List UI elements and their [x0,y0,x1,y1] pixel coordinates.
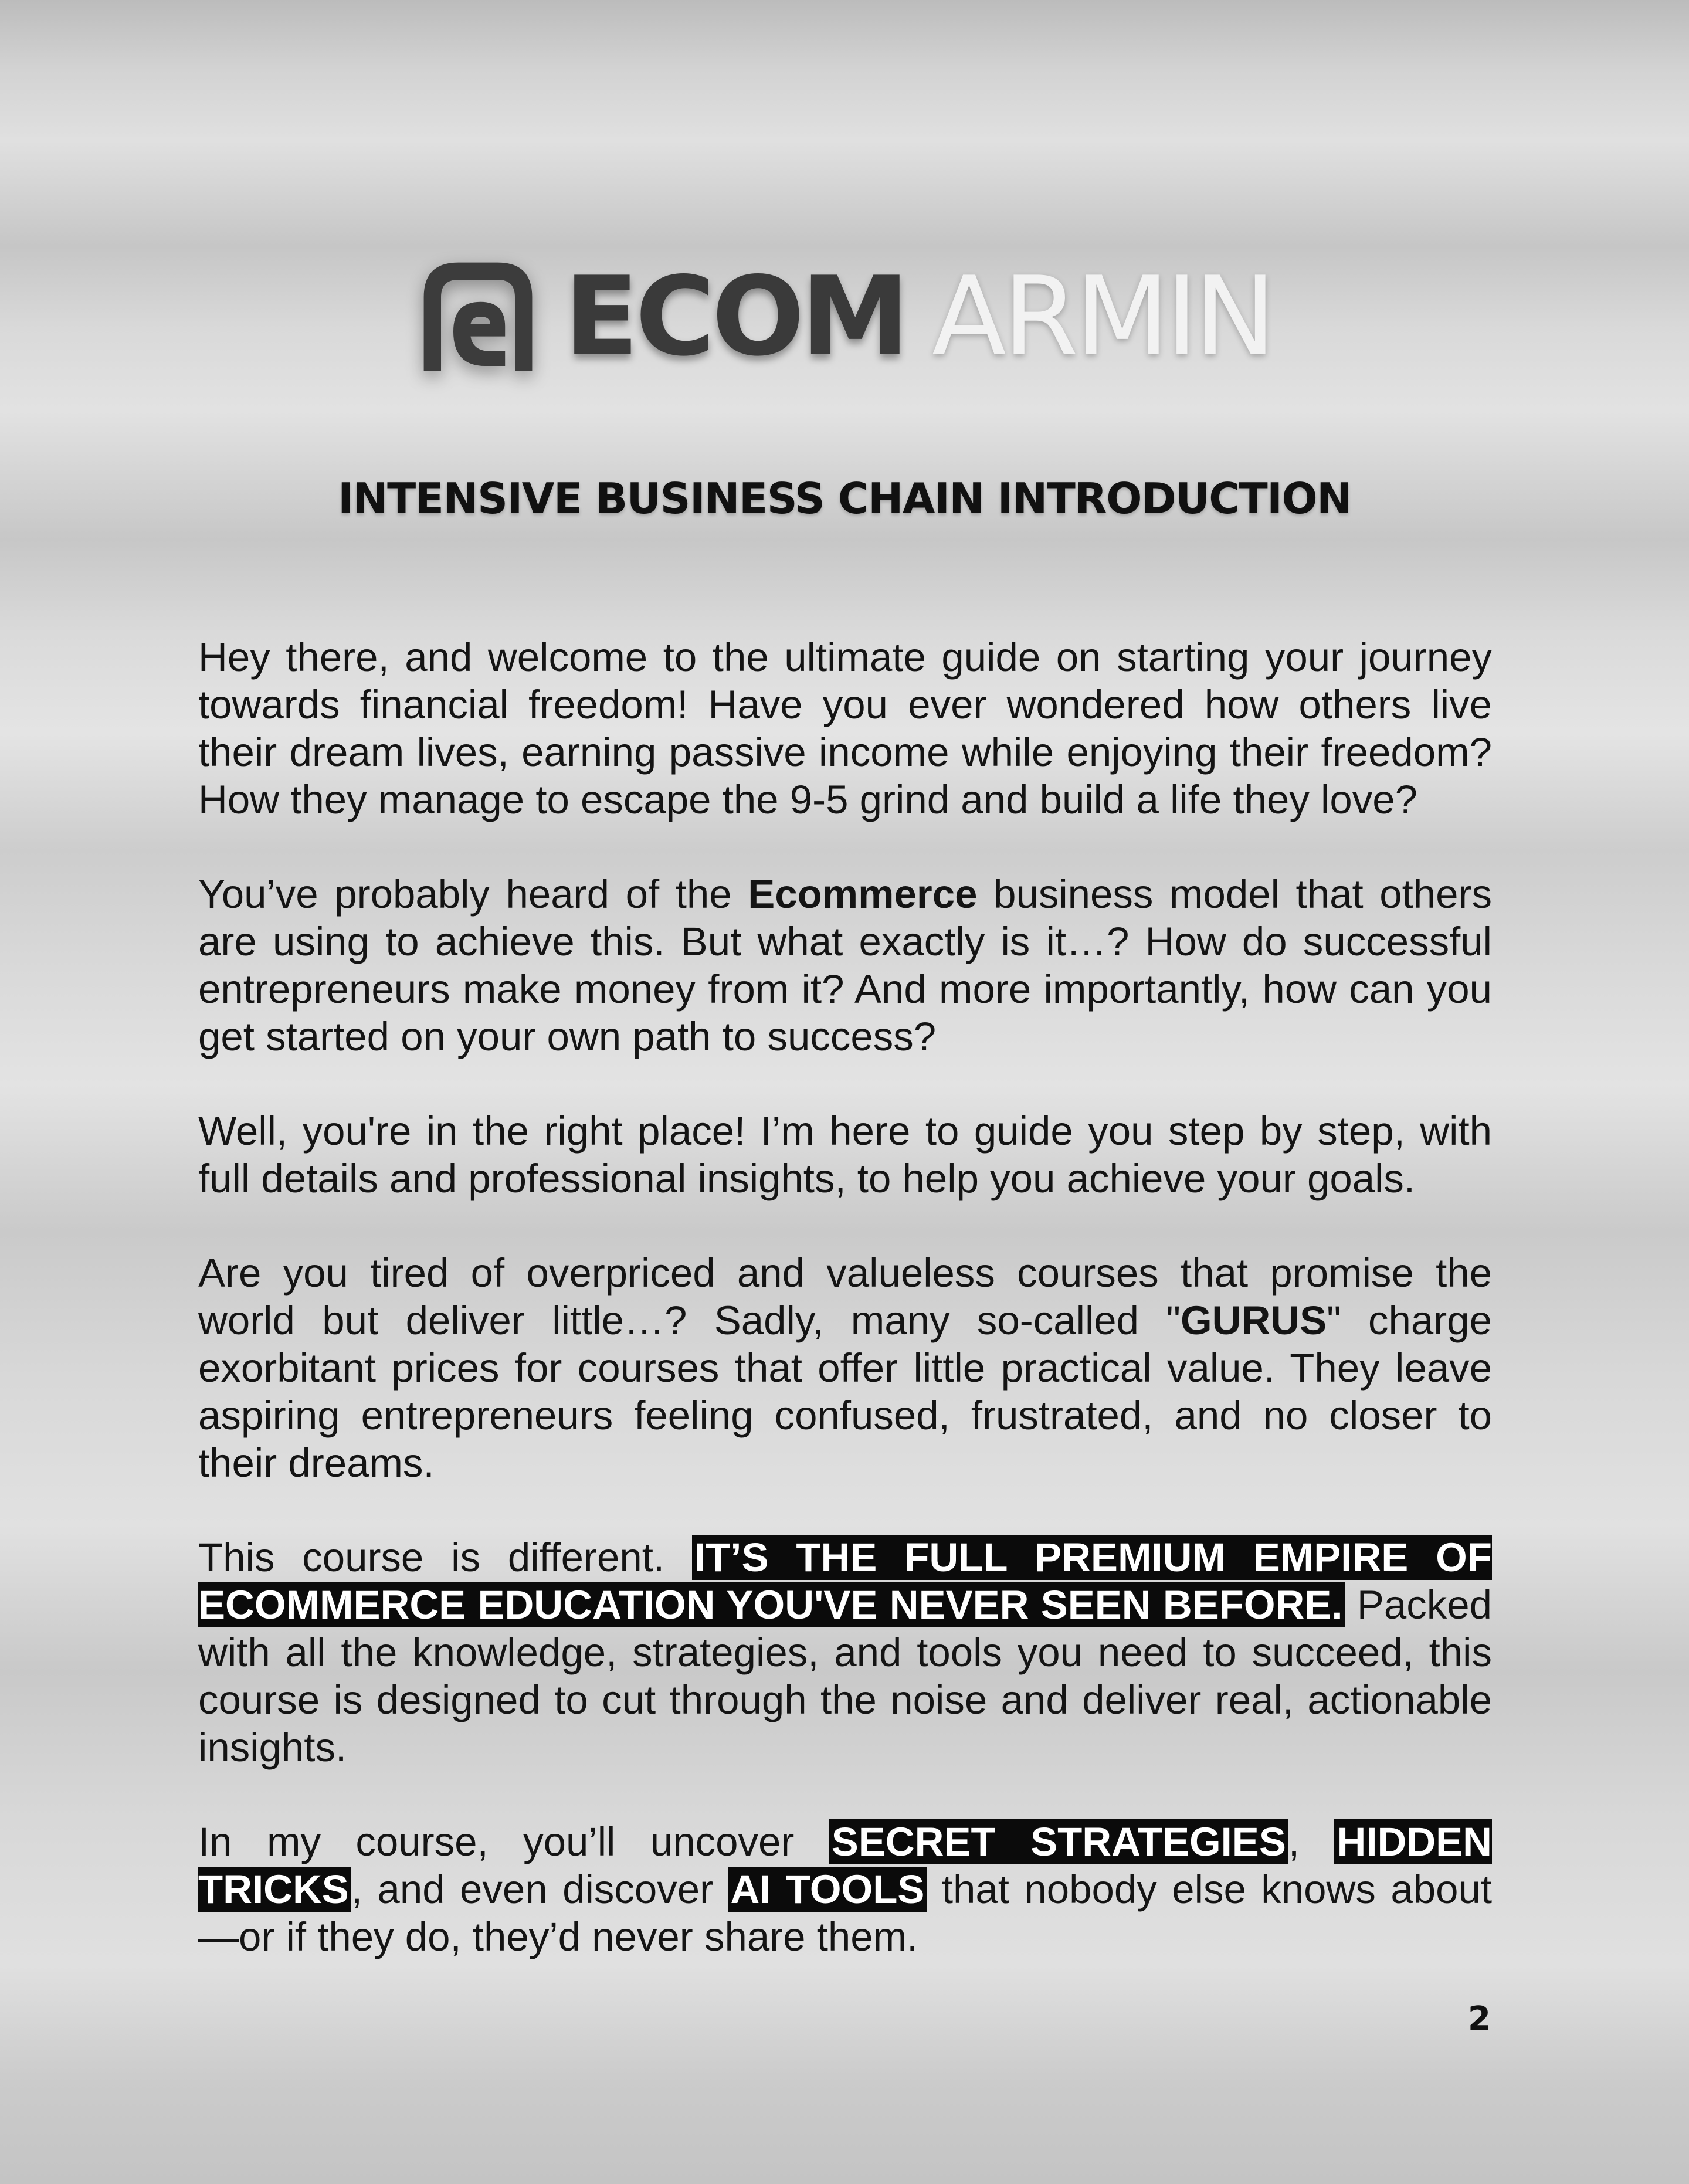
paragraph-text: " charge exorbitant prices for courses that offer little practical value. They leave aspiring entrepreneurs feeling confused, frustrated, and no closer to their dreams. [198,1298,1493,1486]
paragraph-course-different [198,1534,1492,1771]
highlight-secret-strategies: SECRET STRATEGIES [829,1819,1288,1864]
paragraph-text: , [1288,1819,1335,1864]
paragraph-text: business model that others are using to achieve this. But what exactly is it…? How do successful entrepreneurs make money from it? And more importantly, how can you get started on your own path to success? [198,871,1492,1059]
bold-term-ecommerce: Ecommerce [748,871,978,917]
paragraph-secrets [198,1818,1492,1961]
paragraph-ecommerce [198,870,1492,1060]
paragraph-text: that nobody else knows about—or if they do, they’d never share them. [198,1867,1492,1959]
paragraph-gurus [198,1249,1492,1487]
paragraph-text: In my course, you’ll uncover [198,1819,829,1864]
page-title: INTENSIVE BUSINESS CHAIN INTRODUCTION [338,474,1351,523]
paragraph-right-place: Well, you're in the right place! I’m here to guide you step by step, with full details and professional insights, to help you achieve your goals. [198,1108,1492,1201]
logo-word-armin: ARMIN [931,253,1273,380]
paragraph-text: You’ve probably heard of the [198,871,748,917]
paragraph-text: Are you tired of overpriced and valueless courses that promise the world but deliver little…? Sadly, many so-called " [198,1250,1492,1343]
highlight-hidden-tricks: HIDDEN TRICKS [198,1819,1492,1912]
body-text [198,633,1492,2007]
logo-word-ecom: ECOM [564,253,906,380]
paragraph-text: , and even discover [351,1867,728,1912]
highlight-premium-empire: IT’S THE FULL PREMIUM EMPIRE OF ECOMMERCE EDUCATION YOU'VE NEVER SEEN BEFORE. [198,1535,1492,1627]
highlight-ai-tools: AI TOOLS [728,1867,927,1912]
paragraph-text: Packed with all the knowledge, strategies, and tools you need to succeed, this course is designed to cut through the noise and deliver real, actionable insights. [198,1582,1492,1770]
bold-term-gurus: GURUS [1180,1298,1327,1343]
ecom-armin-logo-mark-icon [416,255,540,378]
brand-logo [0,246,1689,387]
paragraph-intro: Hey there, and welcome to the ultimate guide on starting your journey towards financial freedom! Have you ever wondered how others live their dream lives, earning passive income while enjoying their freedom? How they manage to escape the 9-5 grind and build a life they love? [198,635,1492,822]
page-number: 2 [1468,2000,1491,2038]
paragraph-text: This course is different. [198,1535,692,1580]
